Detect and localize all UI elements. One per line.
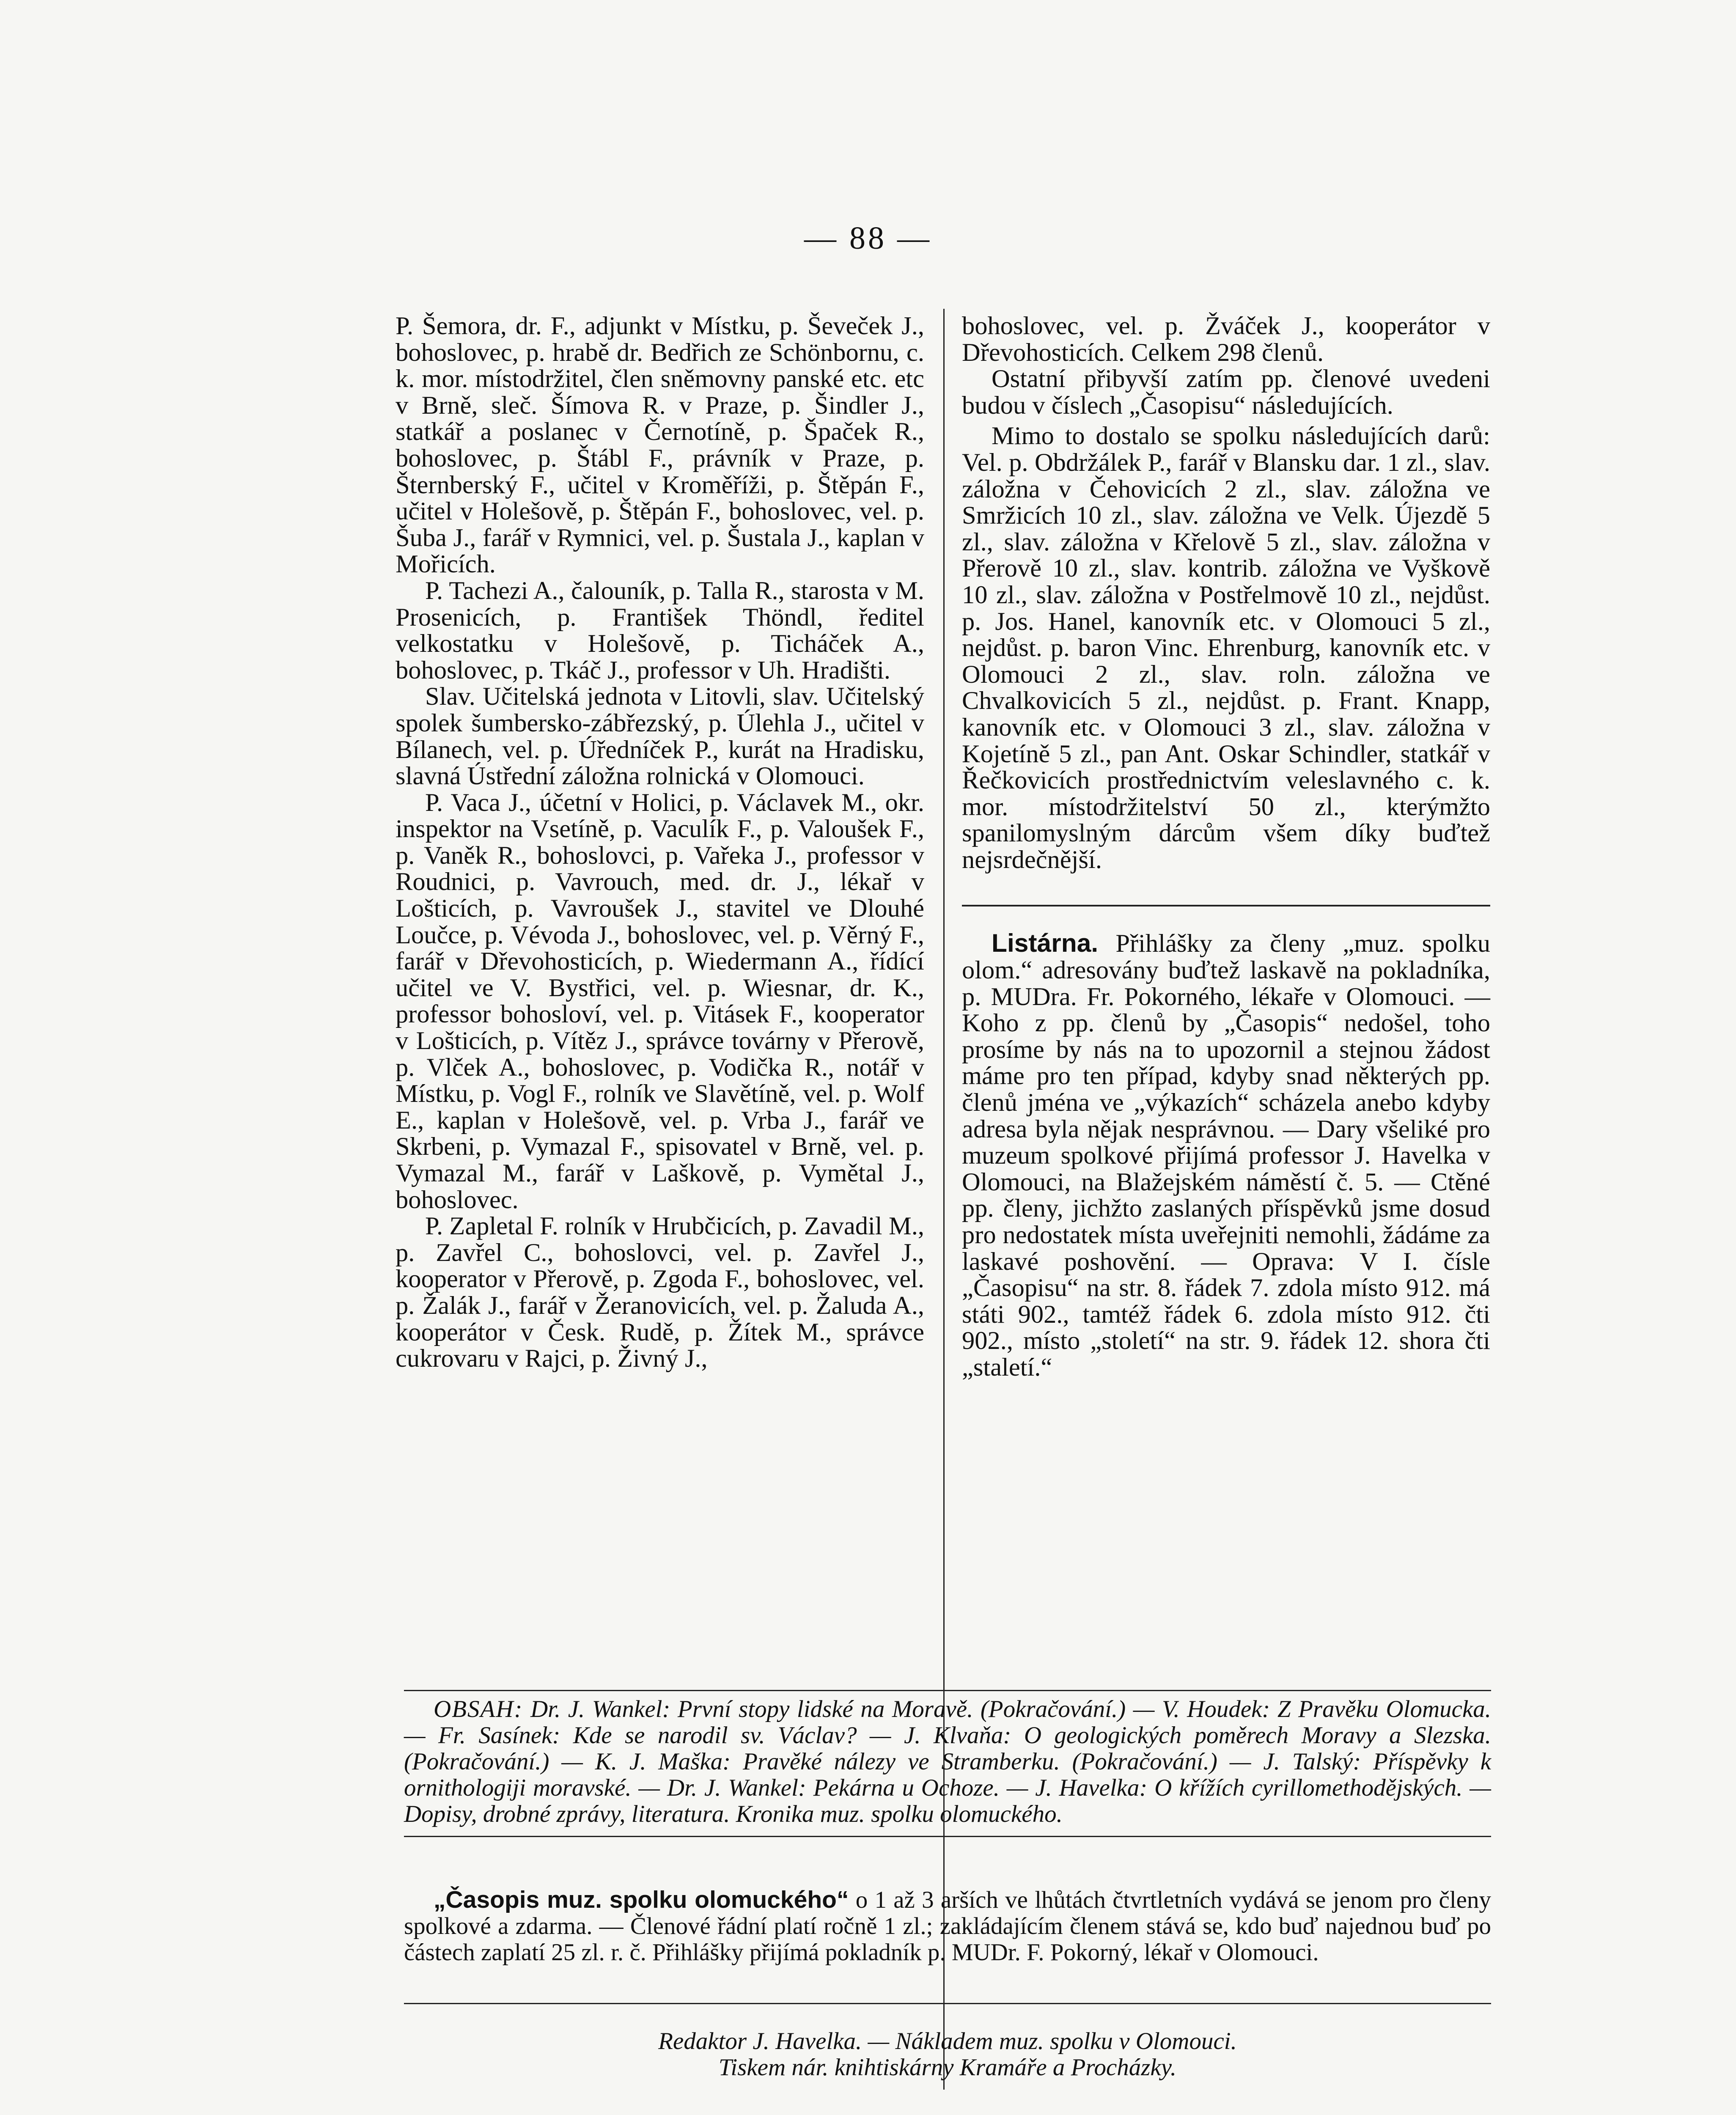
member-paragraph-s: P. Šemora, dr. F., adjunkt v Místku, p. Ševeček J., bohoslovec, p. hrabě dr. Bedřich ze Schönbornu, c. k. mor. místodržitel, člen sněmovny panské etc. etc v Brně, sleč. Šímova R. v Praze, p. Šindler J., statkář a poslanec v Černotíně, p. Špaček R., bohoslovec, p. Štábl F., právník v Praze, p. Šternberský F., učitel v Kroměříži, p. Štěpán F., učitel v Holešově, p. Štěpán F., bohoslovec, vel. p. Šuba J., farář v Rymnici, vel. p. Šustala J., kaplan v Mořicích. bbox=[396, 312, 924, 579]
listarna-heading: Listárna. bbox=[992, 928, 1099, 958]
notice-text: o 1 až 3 arších ve lhůtách čtvrtletních vydává se jenom pro členy spolkové a zdarma. — Členové řádní platí ročně 1 zl.; zakládajícím členem stává se, kdo buď najednou buď po částech zaplatí 25 zl. r. č. Přihlášky přijímá pokladník p. MUDr. F. Pokorný, lékař v Olomouci. bbox=[404, 1887, 1491, 1966]
listarna-text: Přihlášky za členy „muz. spolku olom.“ adresovány buďtež laskavě na pokladníka, p. MUDra. Fr. Pokorného, lékaře v Olomouci. — Koho z pp. členů by „Časopis“ nedošel, toho prosíme by nás na to upozornil a stejnou žádost máme pro ten případ, kdyby snad některých pp. členů jména ve „výkazích“ scházela anebo kdyby adresa byla nějak nesprávnou. — Dary všeliké pro muzeum spolkové přijímá professor J. Havelka v Olomouci, na Blažejském náměstí č. 5. — Ctěné pp. členy, jichžto zaslaných příspěvků jsme dosud pro nedostatek místa uveřejniti nemohli, žádáme za laskavé poshovění. — Oprava: V I. čísle „Časopisu“ na str. 8. řádek 7. zdola místo 912. má státi 902., tamtéž řádek 6. zdola místo 912. čti 902., místo „století“ na str. 9. řádek 12. shora čti „staletí.“ bbox=[962, 929, 1490, 1382]
donations-column bbox=[962, 313, 1490, 1381]
member-list-continuation: bohoslovec, vel. p. Žváček J., kooperátor v Dřevohosticích. Celkem 298 členů. bbox=[962, 312, 1490, 367]
member-paragraph-u: Slav. Učitelská jednota v Litovli, slav. Učitelský spolek šumbersko-zábřezský, p. Úlehla J., učitel v Bílanech, vel. p. Úředníček P., kurát na Hradisku, slavná Ústřední záložna rolnická v Olomouci. bbox=[396, 682, 924, 791]
notice-bottom-rule bbox=[404, 2003, 1491, 2004]
listarna-section bbox=[962, 930, 1490, 1381]
member-list-column bbox=[396, 313, 924, 1372]
member-paragraph-z: P. Zapletal F. rolník v Hrubčicích, p. Zavadil M., p. Zavřel C., bohoslovci, vel. p. Zavřel J., kooperator v Přerově, p. Zgoda F., bohoslovec, vel. p. Žalák J., farář v Žeranovicích, vel. p. Žaluda A., kooperátor v Česk. Rudě, p. Žítek M., správce cukrovaru v Rajci, p. Živný J., bbox=[396, 1212, 924, 1373]
new-members-note: Ostatní přibyvší zatím pp. členové uvedeni budou v číslech „Časopisu“ následujících. bbox=[962, 365, 1490, 420]
contents-text: Dr. J. Wankel: První stopy lidské na Moravě. (Pokračování.) — V. Houdek: Z Pravěku Olomucka. — Fr. Sasínek: Kde se narodil sv. Václav? — J. Klvaňa: O geologických poměrech Moravy a Slezska. (Pokračování.) — K. J. Maška: Pravěké nálezy ve Stramberku. (Pokračování.) — J. Talský: Příspěvky k ornithologiji moravské. — Dr. J. Wankel: Pekárna u Ochoze. — J. Havelka: O křížích cyrillomethodějských. — Dopisy, drobné zprávy, literatura. Kronika muz. spolku olomuckého. bbox=[404, 1696, 1491, 1827]
printer-line: Tiskem nár. knihtiskárny Kramáře a Procházky. bbox=[718, 2054, 1177, 2081]
journal-notice bbox=[404, 1887, 1491, 1966]
imprint bbox=[404, 2028, 1491, 2081]
page-number: — 88 — bbox=[804, 220, 932, 256]
editor-line: Redaktor J. Havelka. — Nákladem muz. spolku v Olomouci. bbox=[658, 2028, 1237, 2055]
member-paragraph-v: P. Vaca J., účetní v Holici, p. Václavek M., okr. inspektor na Vsetíně, p. Vaculík F., p. Valoušek F., p. Vaněk R., bohoslovci, p. Vařeka J., professor v Roudnici, p. Vavrouch, med. dr. J., lékař v Lošticích, p. Vavroušek J., stavitel ve Dlouhé Loučce, p. Vévoda J., bohoslovec, vel. p. Věrný F., farář v Dřevohosticích, p. Wiedermann A., řídící učitel ve V. Bystřici, vel. p. Wiesnar, dr. K., professor bohosloví, vel. p. Vitásek F., kooperator v Lošticích, p. Vítěz J., správce továrny v Přerově, p. Vlček A., bohoslovec, p. Vodička R., notář v Místku, p. Vogl F., rolník ve Slavětíně, vel. p. Wolf E., kaplan v Holešově, vel. p. Vrba J., farář ve Skrbeni, p. Vymazal F., spisovatel v Brně, vel. p. Vymazal M., farář v Laškově, p. Vymětal J., bohoslovec. bbox=[396, 788, 924, 1214]
member-paragraph-t: P. Tachezi A., čalouník, p. Talla R., starosta v M. Prosenicích, p. František Thöndl, ředitel velkostatku v Holešově, p. Ticháček A., bohoslovec, p. Tkáč J., professor v Uh. Hradišti. bbox=[396, 576, 924, 684]
donations-paragraph: Mimo to dostalo se spolku následujících darů: Vel. p. Obdržálek P., farář v Blansku dar. 1 zl., slav. záložna v Čehovicích 2 zl., slav. záložna ve Smržicích 10 zl., slav. záložna ve Velk. Újezdě 5 zl., slav. záložna v Křelově 5 zl., slav. záložna v Přerově 10 zl., slav. kontrib. záložna ve Vyškově 10 zl., slav. záložna v Postřelmově 10 zl., nejdůst. p. Jos. Hanel, kanovník etc. v Olomouci 5 zl., nejdůst. p. baron Vinc. Ehrenburg, kanovník etc. v Olomouci 2 zl., slav. roln. záložna ve Chvalkovicích 5 zl., nejdůst. p. Frant. Knapp, kanovník etc. v Olomouci 3 zl., slav. záložna v Kojetíně 5 zl., pan Ant. Oskar Schindler, statkář v Řečkovicích prostřednictvím veleslavného c. k. mor. místodržitelství 50 zl., kterýmžto spanilomyslným dárcům všem díky buďtež nejsrdečnější. bbox=[962, 422, 1490, 874]
contents-top-rule bbox=[404, 1690, 1491, 1691]
contents-block bbox=[404, 1696, 1491, 1827]
contents-bottom-rule bbox=[404, 1836, 1491, 1837]
journal-name: „Časopis muz. spolku olomuckého“ bbox=[434, 1886, 849, 1913]
contents-label: OBSAH: bbox=[434, 1696, 523, 1722]
listarna-divider bbox=[962, 905, 1490, 906]
